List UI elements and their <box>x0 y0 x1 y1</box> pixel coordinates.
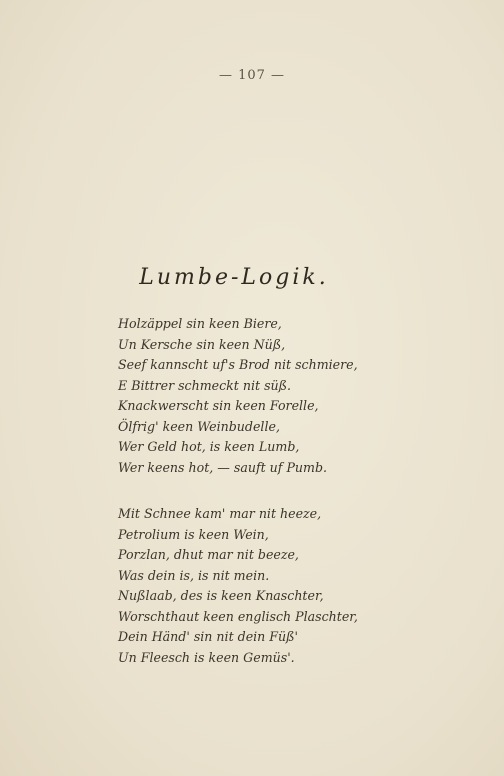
poem-line: Un Fleesch is keen Gemüs'. <box>118 649 295 665</box>
poem-line: Knackwerscht sin keen Forelle, <box>118 398 319 413</box>
poem-line: E Bittrer schmeckt nit süß. <box>118 377 292 393</box>
stanza-2 <box>118 504 478 668</box>
poem-line: Mit Schnee kam' mar nit heeze, <box>118 506 322 521</box>
poem-line: Seef kannscht uf's Brod nit schmiere, <box>118 357 358 372</box>
poem-line: Holzäppel sin keen Biere, <box>118 316 282 331</box>
poem-line: Was dein is, is nit mein. <box>118 567 270 583</box>
poem-line: Nußlaab, des is keen Knaschter, <box>118 588 324 603</box>
poem-line: Worschthaut keen englisch Plaschter, <box>118 608 358 624</box>
poem-line: Porzlan, dhut mar nit beeze, <box>118 547 299 562</box>
poem-line: Dein Händ' sin nit dein Füß' <box>118 629 299 644</box>
poem-line: Un Kersche sin keen Nüß, <box>118 336 286 352</box>
page-number: — 107 — <box>218 68 286 83</box>
poem-line: Ölfrig' keen Weinbudelle, <box>118 418 280 434</box>
stanza-1 <box>118 314 478 478</box>
poem-title: Lumbe-Logik. <box>139 265 329 290</box>
poem-line: Petrolium is keen Wein, <box>118 526 269 542</box>
poem-line: Wer keens hot, — sauft uf Pumb. <box>118 459 328 475</box>
poem-line: Wer Geld hot, is keen Lumb, <box>118 439 300 454</box>
